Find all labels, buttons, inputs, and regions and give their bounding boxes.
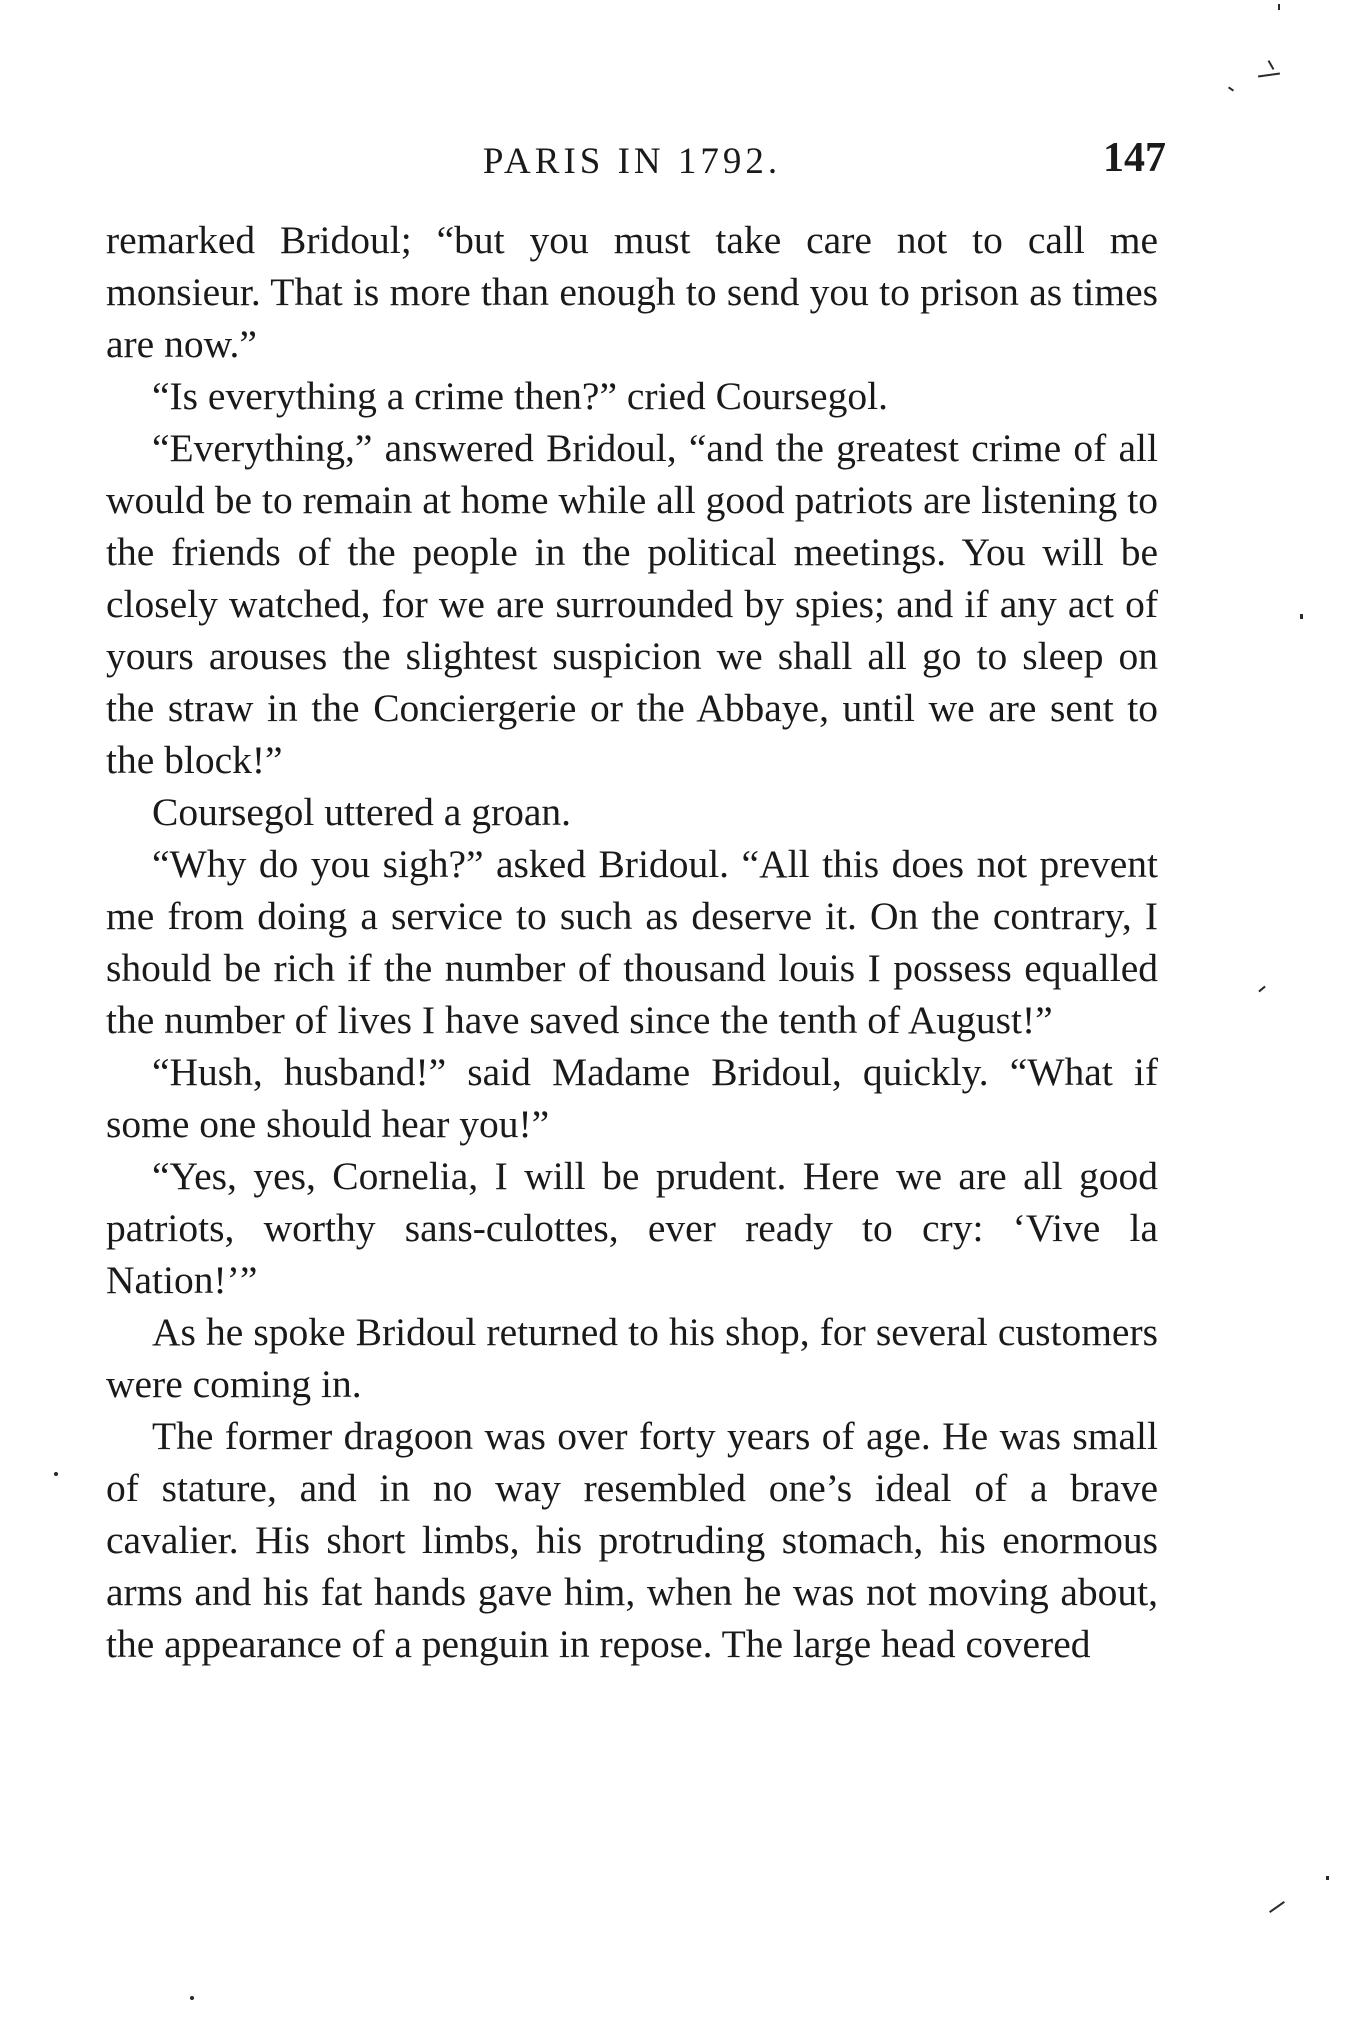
paragraph: “Why do you sigh?” asked Bridoul. “All this does not prevent me from doing a service to such as deserve it. On the contrary, I should be rich if the number of thousand louis I possess equalled the number of lives I have saved since the tenth of August!”	[106, 842, 1158, 1042]
print-speck	[1269, 1901, 1285, 1913]
paragraph: Coursegol uttered a groan.	[152, 790, 572, 834]
print-speck	[54, 1472, 58, 1476]
body-text	[106, 214, 1158, 1670]
paragraph: The former dragoon was over forty years of age. He was small of stature, and in no way resembled one’s ideal of a brave cavalier. His short limbs, his protruding stomach, his enormous arms and his fat hands gave him, when he was not moving about, the appearance of a penguin in repose. The large head covered	[106, 1414, 1158, 1666]
paragraph: “Is everything a crime then?” cried Coursegol.	[152, 374, 888, 418]
print-speck	[1268, 60, 1275, 70]
paragraph: As he spoke Bridoul returned to his shop, for several customers were coming in.	[106, 1310, 1158, 1406]
print-speck	[1258, 72, 1280, 77]
print-speck	[1300, 614, 1303, 619]
paragraph: “Hush, husband!” said Madame Bridoul, quickly. “What if some one should hear you!”	[106, 1050, 1158, 1146]
paragraph: “Yes, yes, Cornelia, I will be prudent. Here we are all good patriots, worthy sans-culottes, ever ready to cry: ‘Vive la Nation!’”	[106, 1154, 1158, 1302]
running-head	[106, 135, 1166, 200]
page-number: 147	[1103, 135, 1166, 181]
print-speck	[190, 1996, 194, 2000]
print-speck	[1228, 86, 1234, 91]
running-title: PARIS IN 1792.	[482, 141, 782, 182]
print-speck	[1326, 1876, 1329, 1880]
print-speck	[1278, 4, 1280, 10]
paragraph: “Everything,” answered Bridoul, “and the greatest crime of all would be to remain at home while all good patriots are listening to the friends of the people in the political meetings. You will be closely watched, for we are surrounded by spies; and if any act of yours arouses the slightest suspicion we shall all go to sleep on the straw in the Conciergerie or the Abbaye, until we are sent to the block!”	[106, 426, 1158, 782]
page-content	[106, 135, 1166, 1670]
print-speck	[1258, 986, 1265, 993]
paragraph: remarked Bridoul; “but you must take care not to call me monsieur. That is more than enough to send you to prison as times are now.”	[106, 218, 1158, 366]
